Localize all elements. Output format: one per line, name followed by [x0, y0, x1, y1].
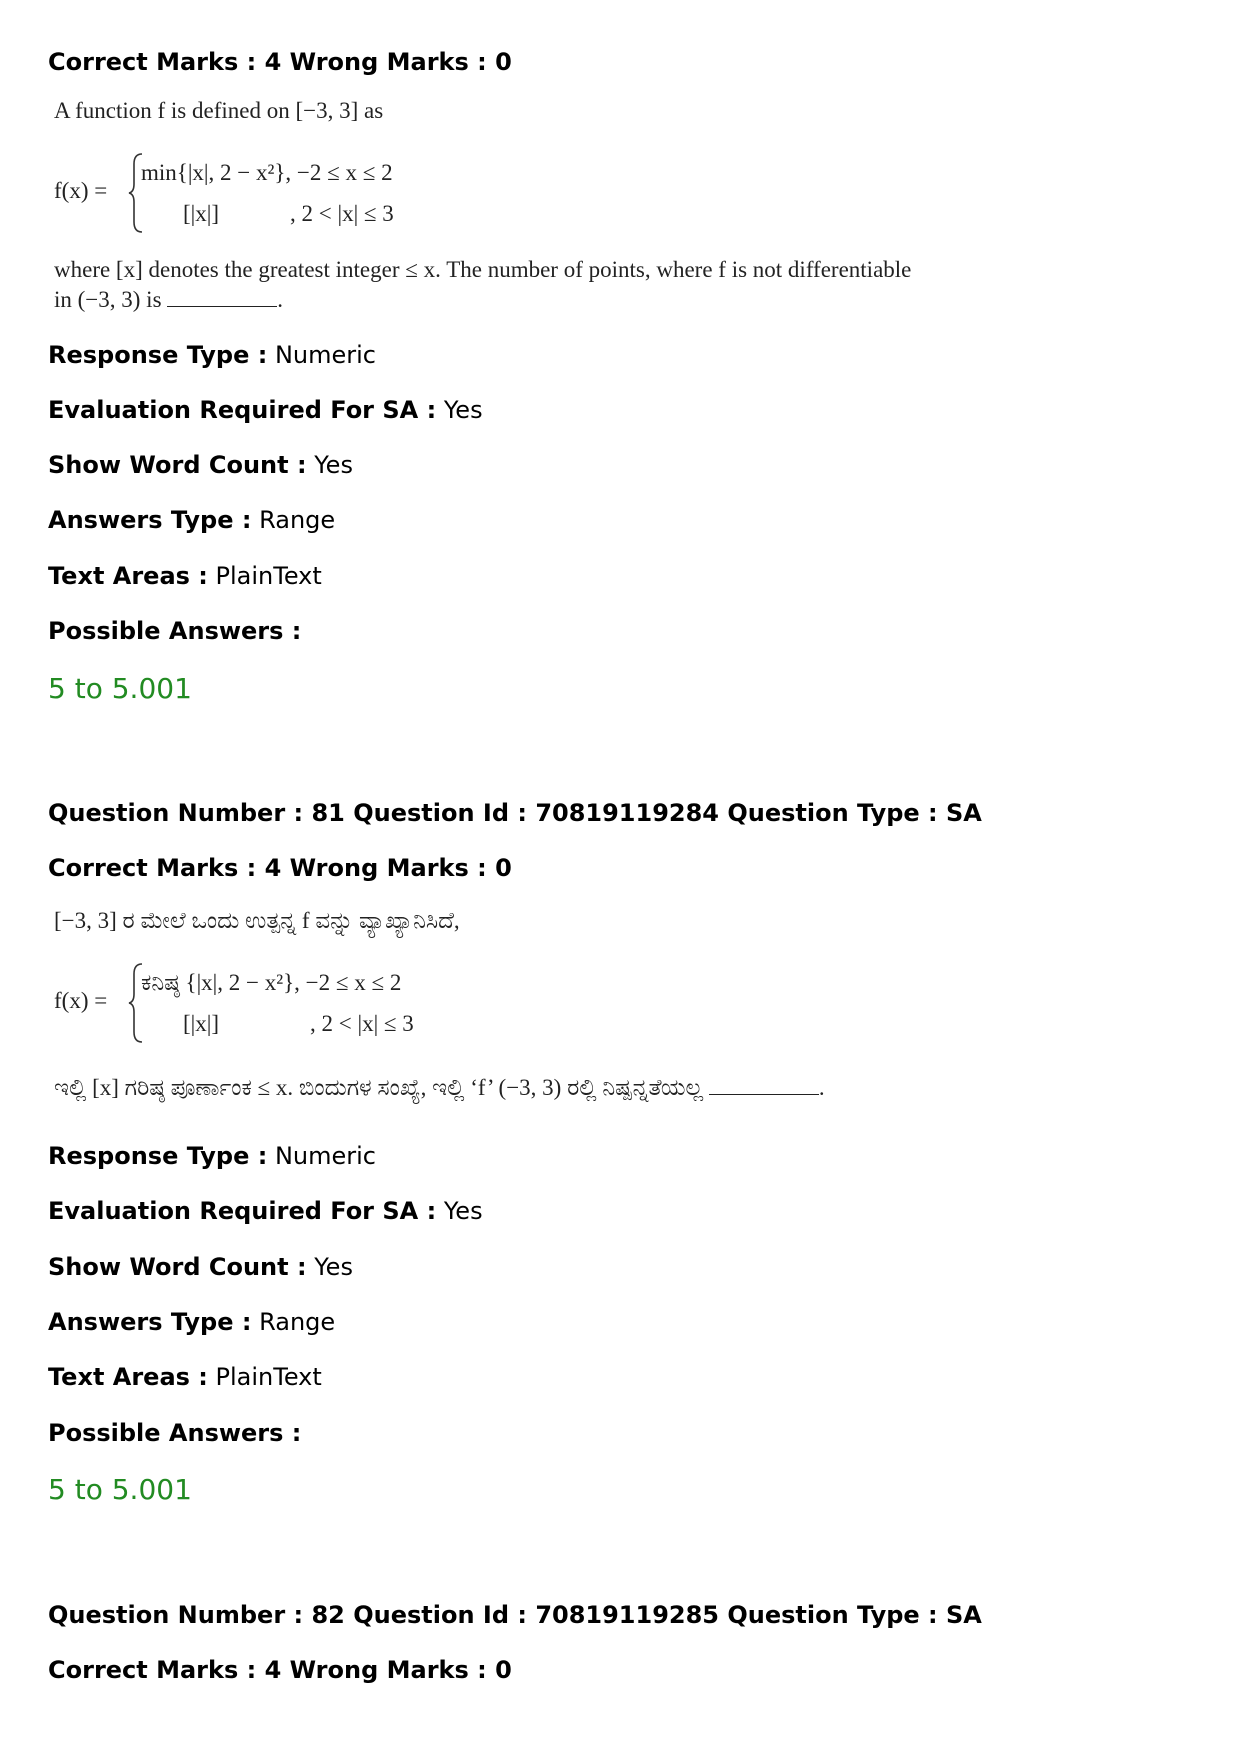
marks-line [48, 47, 512, 77]
correct-marks: Correct Marks : 4 [48, 48, 282, 76]
answers-type-row: Answers Type : Range [48, 506, 336, 534]
text-areas-row: Text Areas : PlainText [48, 1363, 322, 1391]
question-header: Question Number : 82 Question Id : 70819119285 Question Type : SA [48, 1601, 982, 1629]
evaluation-row: Evaluation Required For SA : Yes [48, 1197, 483, 1225]
answer-blank [709, 1076, 819, 1095]
function-label: f(x) = [54, 178, 108, 203]
word-count-row: Show Word Count : Yes [48, 1253, 353, 1281]
possible-answers-label: Possible Answers : [48, 617, 302, 645]
question-text-line: A function f is defined on [−3, 3] as [54, 98, 384, 123]
case-one: min{|x|, 2 − x²}, −2 ≤ x ≤ 2 [141, 160, 393, 185]
possible-answers-label: Possible Answers : [48, 1419, 302, 1447]
question-text-line: in (−3, 3) is . [54, 287, 284, 312]
response-type-row: Response Type : Numeric [48, 1142, 376, 1170]
possible-answer-value: 5 to 5.001 [48, 1473, 192, 1506]
response-type-row: Response Type : Numeric [48, 341, 376, 369]
marks-line: Correct Marks : 4 Wrong Marks : 0 [48, 854, 512, 882]
question-text-line: [−3, 3] ರ ಮೇಲೆ ಒಂದು ಉತ್ಪನ್ನ f ವನ್ನು ವ್ಯಾಖ್ಯಾನಿಸಿದೆ, [54, 908, 460, 933]
case-two-expression: [|x|] [183, 201, 220, 226]
possible-answer-value: 5 to 5.001 [48, 672, 192, 705]
case-one: ಕನಿಷ್ಠ {|x|, 2 − x²}, −2 ≤ x ≤ 2 [141, 970, 402, 995]
case-two-expression: [|x|] [183, 1011, 220, 1036]
function-label: f(x) = [54, 988, 108, 1013]
wrong-marks: Wrong Marks : 0 [289, 48, 512, 76]
answer-blank [167, 288, 277, 307]
evaluation-row: Evaluation Required For SA : Yes [48, 396, 483, 424]
answers-type-row: Answers Type : Range [48, 1308, 336, 1336]
question-header: Question Number : 81 Question Id : 70819119284 Question Type : SA [48, 799, 982, 827]
case-two-condition: , 2 < |x| ≤ 3 [310, 1011, 414, 1036]
question-text-line: where [x] denotes the greatest integer ≤ x. The number of points, where f is not differentiable [54, 257, 912, 282]
word-count-row: Show Word Count : Yes [48, 451, 353, 479]
question-text-line: ಇಲ್ಲಿ [x] ಗರಿಷ್ಠ ಪೂರ್ಣಾಂಕ ≤ x. ಬಿಂದುಗಳ ಸಂಖ್ಯೆ, ಇಲ್ಲಿ ‘f’ (−3, 3) ರಲ್ಲಿ ನಿಷ್ಪನ್ನತೆಯಲ್ಲ . [54, 1075, 825, 1100]
text-areas-row: Text Areas : PlainText [48, 562, 322, 590]
marks-line: Correct Marks : 4 Wrong Marks : 0 [48, 1656, 512, 1684]
case-two-condition: , 2 < |x| ≤ 3 [290, 201, 394, 226]
